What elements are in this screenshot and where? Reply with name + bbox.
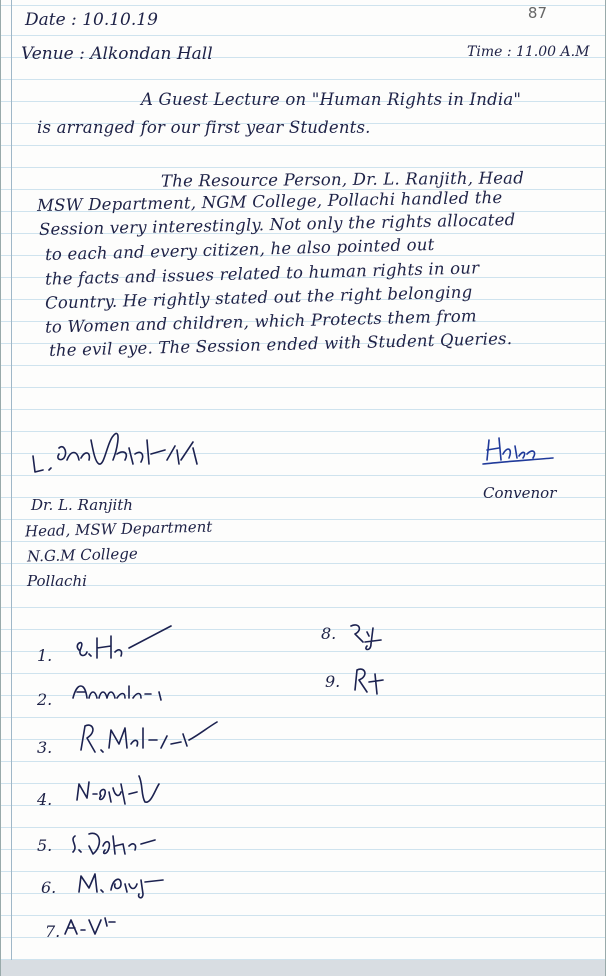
student-signature-5 bbox=[65, 816, 175, 860]
student-num-8: 8. bbox=[321, 624, 337, 643]
student-num-5: 5. bbox=[37, 836, 53, 855]
student-signature-4 bbox=[71, 764, 181, 808]
paragraph-line-7: to Women and children, which Protects them from bbox=[44, 306, 478, 337]
date-line: Date : 10.10.19 bbox=[25, 10, 158, 30]
paragraph-line-3: Session very interestingly. Not only the rights allocated bbox=[38, 210, 516, 239]
student-signature-3 bbox=[71, 708, 231, 758]
student-num-3: 3. bbox=[37, 738, 53, 757]
student-signature-6 bbox=[71, 860, 181, 900]
student-signature-9 bbox=[345, 660, 395, 700]
paragraph-line-1: The Resource Person, Dr. L. Ranjith, Head bbox=[160, 168, 525, 191]
signatory-name: Dr. L. Ranjith bbox=[31, 496, 133, 514]
signatory-place: Pollachi bbox=[27, 572, 87, 590]
student-num-9: 9. bbox=[325, 672, 341, 691]
student-num-6: 6. bbox=[41, 878, 57, 897]
paragraph-line-5: the facts and issues related to human rights in our bbox=[44, 258, 480, 289]
student-num-7: 7. bbox=[45, 922, 61, 941]
paragraph-line-4: to each and every citizen, he also pointed out bbox=[44, 234, 435, 265]
student-signature-7 bbox=[59, 910, 129, 940]
time-line: Time : 11.00 A.M bbox=[467, 44, 590, 60]
intro-line-1: A Guest Lecture on "Human Rights in India" bbox=[141, 90, 522, 109]
convenor-label: Convenor bbox=[483, 484, 557, 502]
margin-line bbox=[11, 0, 12, 976]
student-num-4: 4. bbox=[37, 790, 53, 809]
student-num-2: 2. bbox=[37, 690, 53, 709]
student-signature-2 bbox=[67, 672, 217, 708]
signatory-college: N.G.M College bbox=[26, 544, 138, 566]
paragraph-line-6: Country. He rightly stated out the right belonging bbox=[44, 282, 473, 313]
student-signature-8 bbox=[341, 612, 391, 656]
venue-line: Venue : Alkondan Hall bbox=[21, 44, 213, 64]
page-number: 87 bbox=[527, 4, 547, 22]
paragraph-line-8: the evil eye. The Session ended with Student Queries. bbox=[48, 328, 513, 361]
convenor-signature bbox=[479, 432, 559, 472]
signatory-designation: Head, MSW Department bbox=[24, 517, 213, 541]
student-signature-1 bbox=[71, 620, 191, 666]
paragraph-line-2: MSW Department, NGM College, Pollachi handled the bbox=[36, 187, 503, 216]
resource-person-signature bbox=[25, 420, 215, 480]
bottom-scan-bar bbox=[1, 960, 605, 976]
student-num-1: 1. bbox=[37, 646, 53, 665]
intro-line-2: is arranged for our first year Students. bbox=[37, 118, 371, 137]
